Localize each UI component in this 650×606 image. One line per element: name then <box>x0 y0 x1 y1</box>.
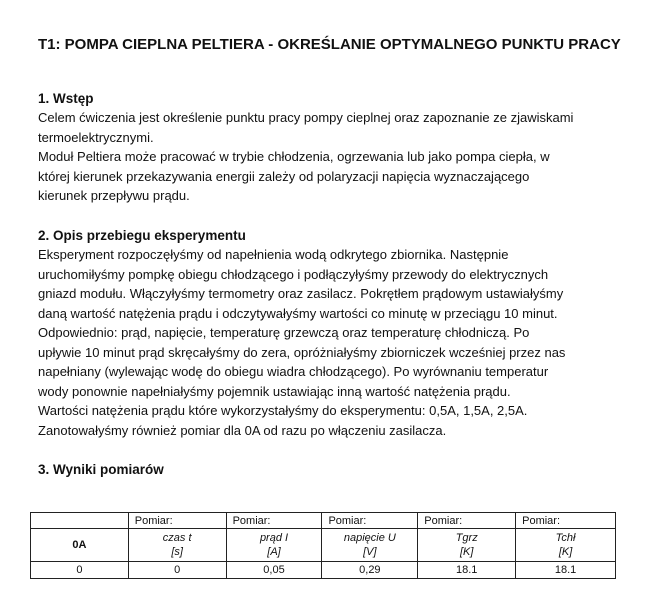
table-column-time <box>128 529 226 562</box>
table-header-cell: Pomiar: <box>322 513 418 529</box>
table-column-cooling-temperature <box>516 529 616 562</box>
column-name: prąd I <box>259 532 289 544</box>
column-name: czas t <box>162 532 192 544</box>
section-heading-experiment: 2. Opis przebiegu eksperymentu <box>38 228 246 243</box>
table-cell: 18.1 <box>418 562 516 579</box>
paragraph-line: gniazd modułu. Włączyłyśmy termometry oraz zasilacz. Pokrętłem prądowym ustawiałyśmy <box>38 286 564 301</box>
column-name: Tchł <box>555 532 576 544</box>
table-column-heating-temperature <box>418 529 516 562</box>
column-name: napięcie U <box>343 532 396 544</box>
table-units-row <box>31 529 616 562</box>
section-heading-introduction: 1. Wstęp <box>38 91 94 106</box>
table-cell: 0,05 <box>226 562 322 579</box>
table-cell: 18.1 <box>516 562 616 579</box>
column-name: Tgrz <box>455 532 478 544</box>
experiment-paragraph <box>38 245 628 440</box>
table-cell: 0,29 <box>322 562 418 579</box>
table-header-cell: Pomiar: <box>418 513 516 529</box>
column-unit: [A] <box>267 546 281 558</box>
column-unit: [K] <box>459 546 474 558</box>
document-title: T1: POMPA CIEPLNA PELTIERA - OKREŚLANIE OPTYMALNEGO PUNKTU PRACY <box>38 36 621 53</box>
table-header-cell: Pomiar: <box>128 513 226 529</box>
paragraph-line: Moduł Peltiera może pracować w trybie chłodzenia, ogrzewania lub jako pompa ciepła, w <box>38 149 550 164</box>
paragraph-line: Celem ćwiczenia jest określenie punktu pracy pompy cieplnej oraz zapoznanie ze zjawiskami <box>38 110 574 125</box>
column-unit: [K] <box>558 546 573 558</box>
paragraph-line: uruchomiłyśmy pompkę obiegu chłodzącego i podłączyłyśmy przewody do elektrycznych <box>38 266 549 282</box>
results-table <box>30 512 616 579</box>
paragraph-line: Odpowiednio: prąd, napięcie, temperaturę grzewczą oraz temperaturę chłodniczą. Po <box>38 325 530 340</box>
paragraph-line: której kierunek przekazywania energii zależy od polaryzacji napięcia wyznaczającego <box>38 168 530 184</box>
paragraph-line: Zanotowałyśmy również pomiar dla 0A od razu po włączeniu zasilacza. <box>38 422 447 438</box>
paragraph-line: Wartości natężenia prądu które wykorzystałyśmy do eksperymentu: 0,5A, 1,5A, 2,5A. <box>38 403 528 418</box>
table-column-voltage <box>322 529 418 562</box>
paragraph-line: upływie 10 minut prąd skręcałyśmy do zera, opróżniałyśmy zbiorniczek wcześniej przez nas <box>38 344 566 360</box>
paragraph-line: daną wartość natężenia prądu i odczytywałyśmy wartości co minutę w przeciągu 10 minut. <box>38 305 558 321</box>
paragraph-line: kierunek przepływu prądu. <box>38 188 190 203</box>
table-cell: 0 <box>31 562 129 579</box>
table-column-current <box>226 529 322 562</box>
table-header-cell: Pomiar: <box>226 513 322 529</box>
introduction-paragraph <box>38 108 628 206</box>
table-header-empty-cell <box>31 513 129 529</box>
table-cell: 0 <box>128 562 226 579</box>
column-unit: [s] <box>171 546 183 558</box>
section-heading-results: 3. Wyniki pomiarów <box>38 462 164 477</box>
paragraph-line: termoelektrycznymi. <box>38 129 154 145</box>
table-header-row <box>31 513 616 529</box>
table-group-label: 0A <box>31 529 129 562</box>
table-header-cell: Pomiar: <box>516 513 616 529</box>
paragraph-line: wody ponownie napełniałyśmy pojemnik ustawiając inną wartość natężenia prądu. <box>38 383 511 399</box>
table-row <box>31 562 616 579</box>
column-unit: [V] <box>363 546 377 558</box>
paragraph-line: napełniany (wylewając wodę do obiegu wiadra chłodzącego). Po wyrównaniu temperatur <box>38 364 549 379</box>
paragraph-line: Eksperyment rozpoczęłyśmy od napełnienia wodą odkrytego zbiornika. Następnie <box>38 247 509 262</box>
